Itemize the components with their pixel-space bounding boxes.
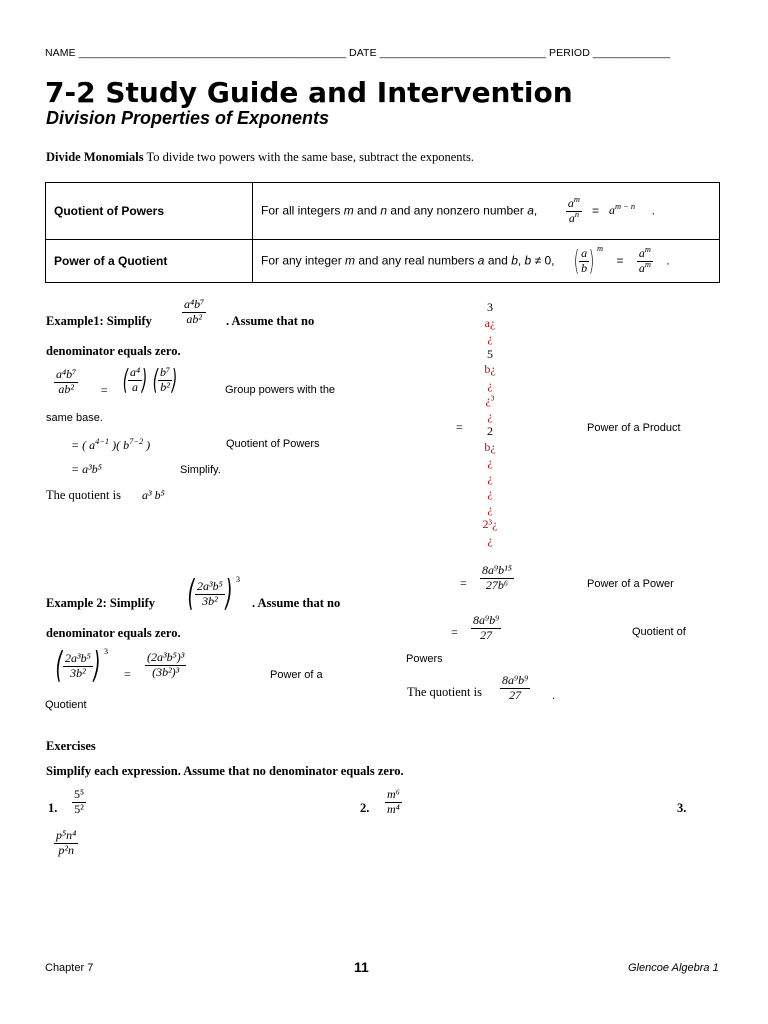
exercise-3-expression [54, 829, 78, 858]
table-row [46, 183, 720, 240]
desc-text: and any nonzero number [387, 203, 528, 218]
example1-step2 [71, 438, 150, 453]
desc-text: , [517, 253, 525, 268]
example2-step1-lhs: ( $\frac{\text{2a³b⁵}}{\text{3b²}}$ ) $^3$ [55, 645, 109, 686]
note-group-powers: Group powers with the [225, 384, 336, 396]
equals-sign: = [100, 383, 109, 397]
garbled-char: 3 [487, 300, 493, 314]
footer-page-number: 11 [354, 959, 369, 975]
table-row [46, 240, 720, 283]
frac-den: 3b² [202, 593, 218, 608]
step-text: )( b [109, 438, 130, 452]
frac-num: a⁴b⁷ [184, 297, 205, 311]
exercise-number: 1. [48, 801, 58, 815]
frac-num: 8a⁹b⁹ [473, 613, 500, 627]
var-m: m [345, 253, 356, 268]
frac-den: 27 [480, 627, 493, 642]
intro-heading: Divide Monomials [46, 150, 144, 164]
num-base: a [638, 245, 645, 260]
den-base: a [638, 260, 645, 275]
var-m: m [343, 203, 354, 218]
note-powers: Powers [406, 653, 443, 665]
garbled-char: 2 [487, 424, 493, 438]
desc-text: For all integers [261, 203, 344, 218]
exponent: 4−1 [95, 437, 110, 446]
result-base: a [609, 203, 616, 218]
exercises-instructions: Simplify each expression. Assume that no denominator equals zero. [46, 764, 404, 778]
header-name-date-period: NAME _____________________________________________ DATE ____________________________ PERIOD _____________ [45, 47, 671, 59]
frac-num: (2a³b⁵)³ [147, 650, 185, 664]
step-text: ) [143, 438, 151, 452]
garbled-column [480, 300, 500, 548]
example2-assume: . Assume that no [252, 596, 341, 610]
garbled-char: a¿ [484, 315, 496, 330]
equals-sign: = [460, 576, 467, 590]
frac-num: a⁴b⁷ [56, 367, 77, 381]
var-n: n [380, 203, 388, 218]
example1-step3: = a³b⁵ [71, 462, 102, 476]
page-title: 7-2 Study Guide and Intervention [45, 76, 573, 109]
footer-chapter: Chapter 7 [45, 962, 94, 974]
example2-label: Example 2: Simplify [46, 596, 156, 610]
formula-result [609, 203, 635, 217]
frac-den: p²n [58, 842, 74, 857]
exercise-1-expression [72, 788, 86, 817]
den-exp: n [574, 209, 580, 219]
example1-expression [182, 298, 206, 327]
frac-num: 8a⁹b⁹ [502, 673, 529, 687]
example2-step1-rhs [145, 651, 186, 680]
property-name: Power of a Quotient [46, 240, 253, 283]
frac-den: 3b² [70, 665, 86, 680]
garbled-char: ¿ [487, 532, 493, 547]
desc-text: and [484, 253, 512, 268]
note-quotient-of: Quotient of [632, 626, 686, 638]
frac-den: ab² [186, 311, 202, 326]
example1-assume-2: denominator equals zero. [46, 344, 181, 358]
equals-sign: = [591, 203, 599, 218]
garbled-char: b¿ [484, 362, 496, 376]
frac-num: 8a⁹b¹⁵ [482, 563, 512, 577]
equals-sign: = [456, 420, 463, 434]
frac-num: 5⁵ [74, 787, 85, 801]
garbled-char: ¿ [487, 377, 493, 392]
exponent: 3 [103, 646, 109, 656]
result-exp: m − n [615, 202, 636, 212]
frac-den: 5² [74, 801, 84, 816]
note-simplify: Simplify. [180, 464, 221, 476]
example1-step1-grouped: ( $\frac{\text{a⁴}}{a}$ ) ( $\frac{\text{b⁷}}{\text{b²}}$ ) [122, 363, 178, 397]
example2-quotient [500, 674, 530, 703]
frac-num: p⁵n⁴ [56, 828, 77, 842]
garbled-char: 5 [487, 346, 493, 361]
exponent: 3 [235, 574, 241, 584]
frac-num: m⁶ [387, 787, 400, 801]
desc-text: and [353, 203, 381, 218]
var-b: b [511, 253, 518, 268]
exercise-2-expression [385, 788, 402, 817]
example1-assume: . Assume that no [226, 314, 315, 328]
frac-den: 27b⁶ [485, 577, 509, 592]
desc-text: ≠ 0, [531, 253, 555, 268]
garbled-char: 2³¿ [482, 517, 498, 531]
example2-result1 [480, 564, 514, 593]
example2-result2 [471, 614, 501, 643]
page-subtitle: Division Properties of Exponents [46, 108, 330, 128]
example1-quotient-label: The quotient is [46, 488, 121, 502]
property-description [253, 183, 720, 240]
num-base: a [567, 195, 574, 210]
exponent: 7−2 [129, 437, 144, 446]
frac-num: 2a³b⁵ [197, 578, 223, 593]
example1-step1-lhs [54, 368, 78, 397]
note-power-of-product: Power of a Product [587, 422, 681, 434]
property-name: Quotient of Powers [46, 183, 253, 240]
desc-text: , [533, 203, 538, 218]
exercises-heading: Exercises [46, 739, 96, 753]
garbled-char: ¿ [487, 455, 493, 469]
period: . [666, 253, 670, 268]
right-paren: ) [588, 244, 595, 277]
period: . [651, 203, 656, 218]
note-power-of-a: Power of a [270, 669, 323, 681]
example2-expression: ( $\frac{\text{2a³b⁵}}{\text{3b²}}$ ) $^3$ [187, 573, 241, 614]
note-power-of-power: Power of a Power [587, 578, 674, 590]
frac-num: 2a³b⁵ [65, 650, 91, 665]
var-b: b [524, 253, 532, 268]
equals-sign: = [451, 625, 458, 639]
frac-num: a [581, 245, 588, 260]
frac-den: m⁴ [387, 801, 400, 816]
exercise-number: 2. [360, 801, 370, 815]
desc-text: and any real numbers [355, 253, 478, 268]
equals-sign: = [124, 667, 131, 681]
frac-den: a [132, 379, 139, 394]
garbled-char: b¿ [484, 439, 496, 454]
den-base: a [568, 210, 575, 225]
garbled-char: ¿ [487, 501, 493, 516]
left-paren: ( [573, 244, 580, 277]
frac-den: ab² [58, 381, 74, 396]
var-a: a [527, 203, 534, 218]
properties-table [45, 182, 720, 283]
note-same-base: same base. [46, 412, 103, 424]
example2-quotient-label: The quotient is [407, 685, 482, 699]
step-text: = ( a [71, 438, 96, 452]
note-quotient-of-powers: Quotient of Powers [226, 438, 320, 450]
frac-num: b⁷ [159, 365, 171, 379]
result-fraction [637, 244, 653, 276]
footer-book: Glencoe Algebra 1 [628, 962, 719, 974]
example1-quotient: a³ b⁵ [142, 488, 165, 502]
formula-fraction [579, 247, 589, 276]
frac-num: a⁴ [129, 365, 141, 379]
den-exp: m [644, 259, 651, 269]
frac-den: b [581, 260, 588, 275]
frac-den: b² [160, 379, 170, 394]
frac-den: (3b²)³ [152, 664, 180, 679]
num-exp: m [644, 244, 651, 254]
intro-body: To divide two powers with the same base, subtract the exponents. [146, 150, 475, 164]
garbled-char: ¿ [487, 470, 493, 485]
exponent: m [597, 244, 604, 254]
frac-den: 27 [509, 687, 522, 702]
period: . [552, 688, 555, 702]
formula-fraction [566, 194, 582, 226]
var-a: a [477, 253, 485, 268]
desc-text: For any integer [261, 253, 346, 268]
intro-text [46, 150, 474, 165]
example2-assume-2: denominator equals zero. [46, 626, 181, 640]
garbled-char: ¿ [487, 408, 493, 423]
equals-sign: = [616, 253, 624, 268]
property-description [253, 240, 720, 283]
note-quotient: Quotient [45, 699, 87, 711]
num-exp: m [573, 194, 580, 204]
garbled-char: ¿ [487, 331, 493, 345]
garbled-char: ¿³ [485, 393, 495, 407]
example1-label: Example1: Simplify [46, 314, 152, 328]
garbled-char: ¿ [487, 486, 493, 500]
exercise-number: 3. [677, 801, 687, 815]
